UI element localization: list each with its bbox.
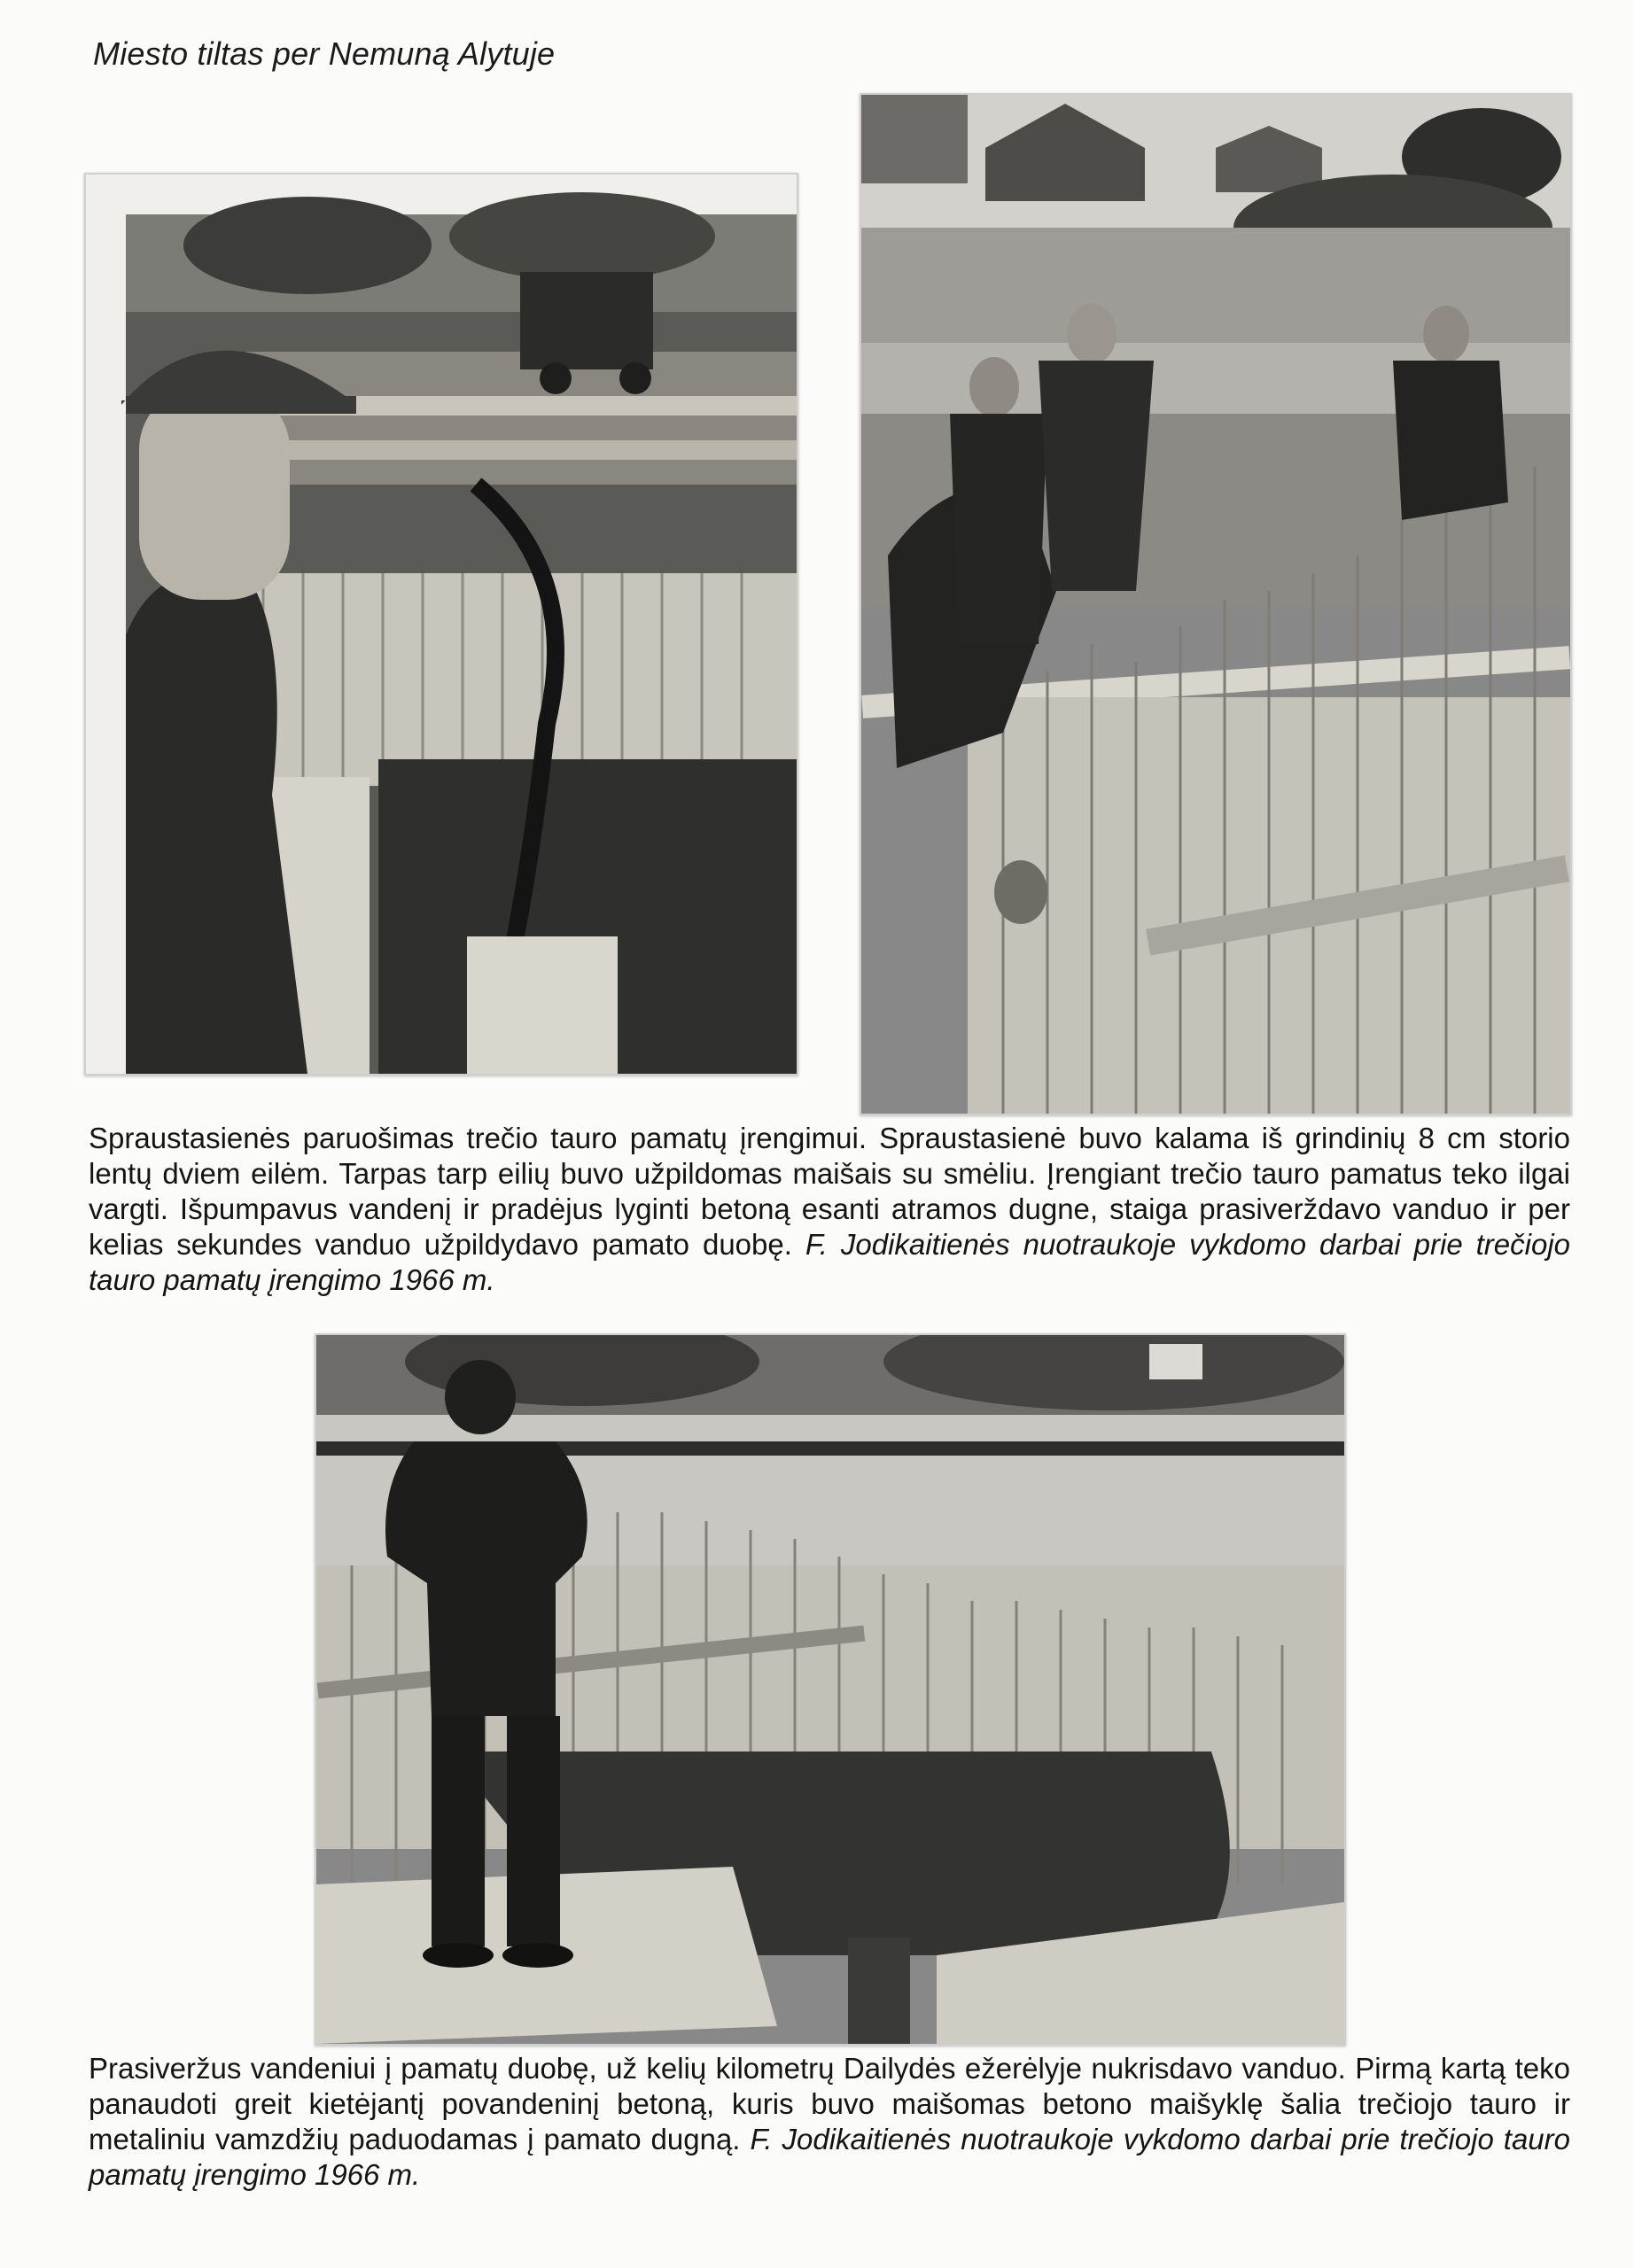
photo-workers-sheet-piles [860,93,1572,1115]
caption-text: Prasiveržus vandeniui į pamatų duobę, už kelių kilometrų Dailydės ežerėlyje nukrisdavo vanduo. Pirmą kartą teko panaudoti greit kietėjantį povandeninį betoną, kuris buvo maišomas betono maišyklę šalia trečiojo tauro ir metaliniu vamzdžių paduodamas į pamato dugną. [89,2052,1570,2155]
photo-worker-hat-pit [84,173,798,1076]
caption-credit: F. Jodikaitienės nuotraukoje vykdomo darbai prie trečiojo tauro pamatų įrengimo 1966 m. [89,2123,1570,2191]
photo-worker-flooded-pit [315,1333,1346,2046]
page-title: Miesto tiltas per Nemuną Alytuje [93,35,556,72]
caption-text: Spraustasienės paruošimas trečio tauro pamatų įrengimui. Spraustasienė buvo kalama iš grindinių 8 cm storio lentų dviem eilėm. Tarpas tarp eilių buvo užpildomas maišais su smėliu. Įrengiant trečio tauro pamatus teko ilgai vargti. Išpumpavus vandenį ir pradėjus lyginti betoną esanti atramos dugne, staiga prasiverždavo vanduo ir per kelias sekundes vanduo užpildydavo pamato duobę. [89,1122,1570,1261]
photo-caption-2 [89,2051,1570,2193]
photo-caption-1 [89,1121,1570,1298]
caption-credit: F. Jodikaitienės nuotraukoje vykdomo darbai prie trečiojo tauro pamatų įrengimo 1966 m. [89,1228,1571,1296]
